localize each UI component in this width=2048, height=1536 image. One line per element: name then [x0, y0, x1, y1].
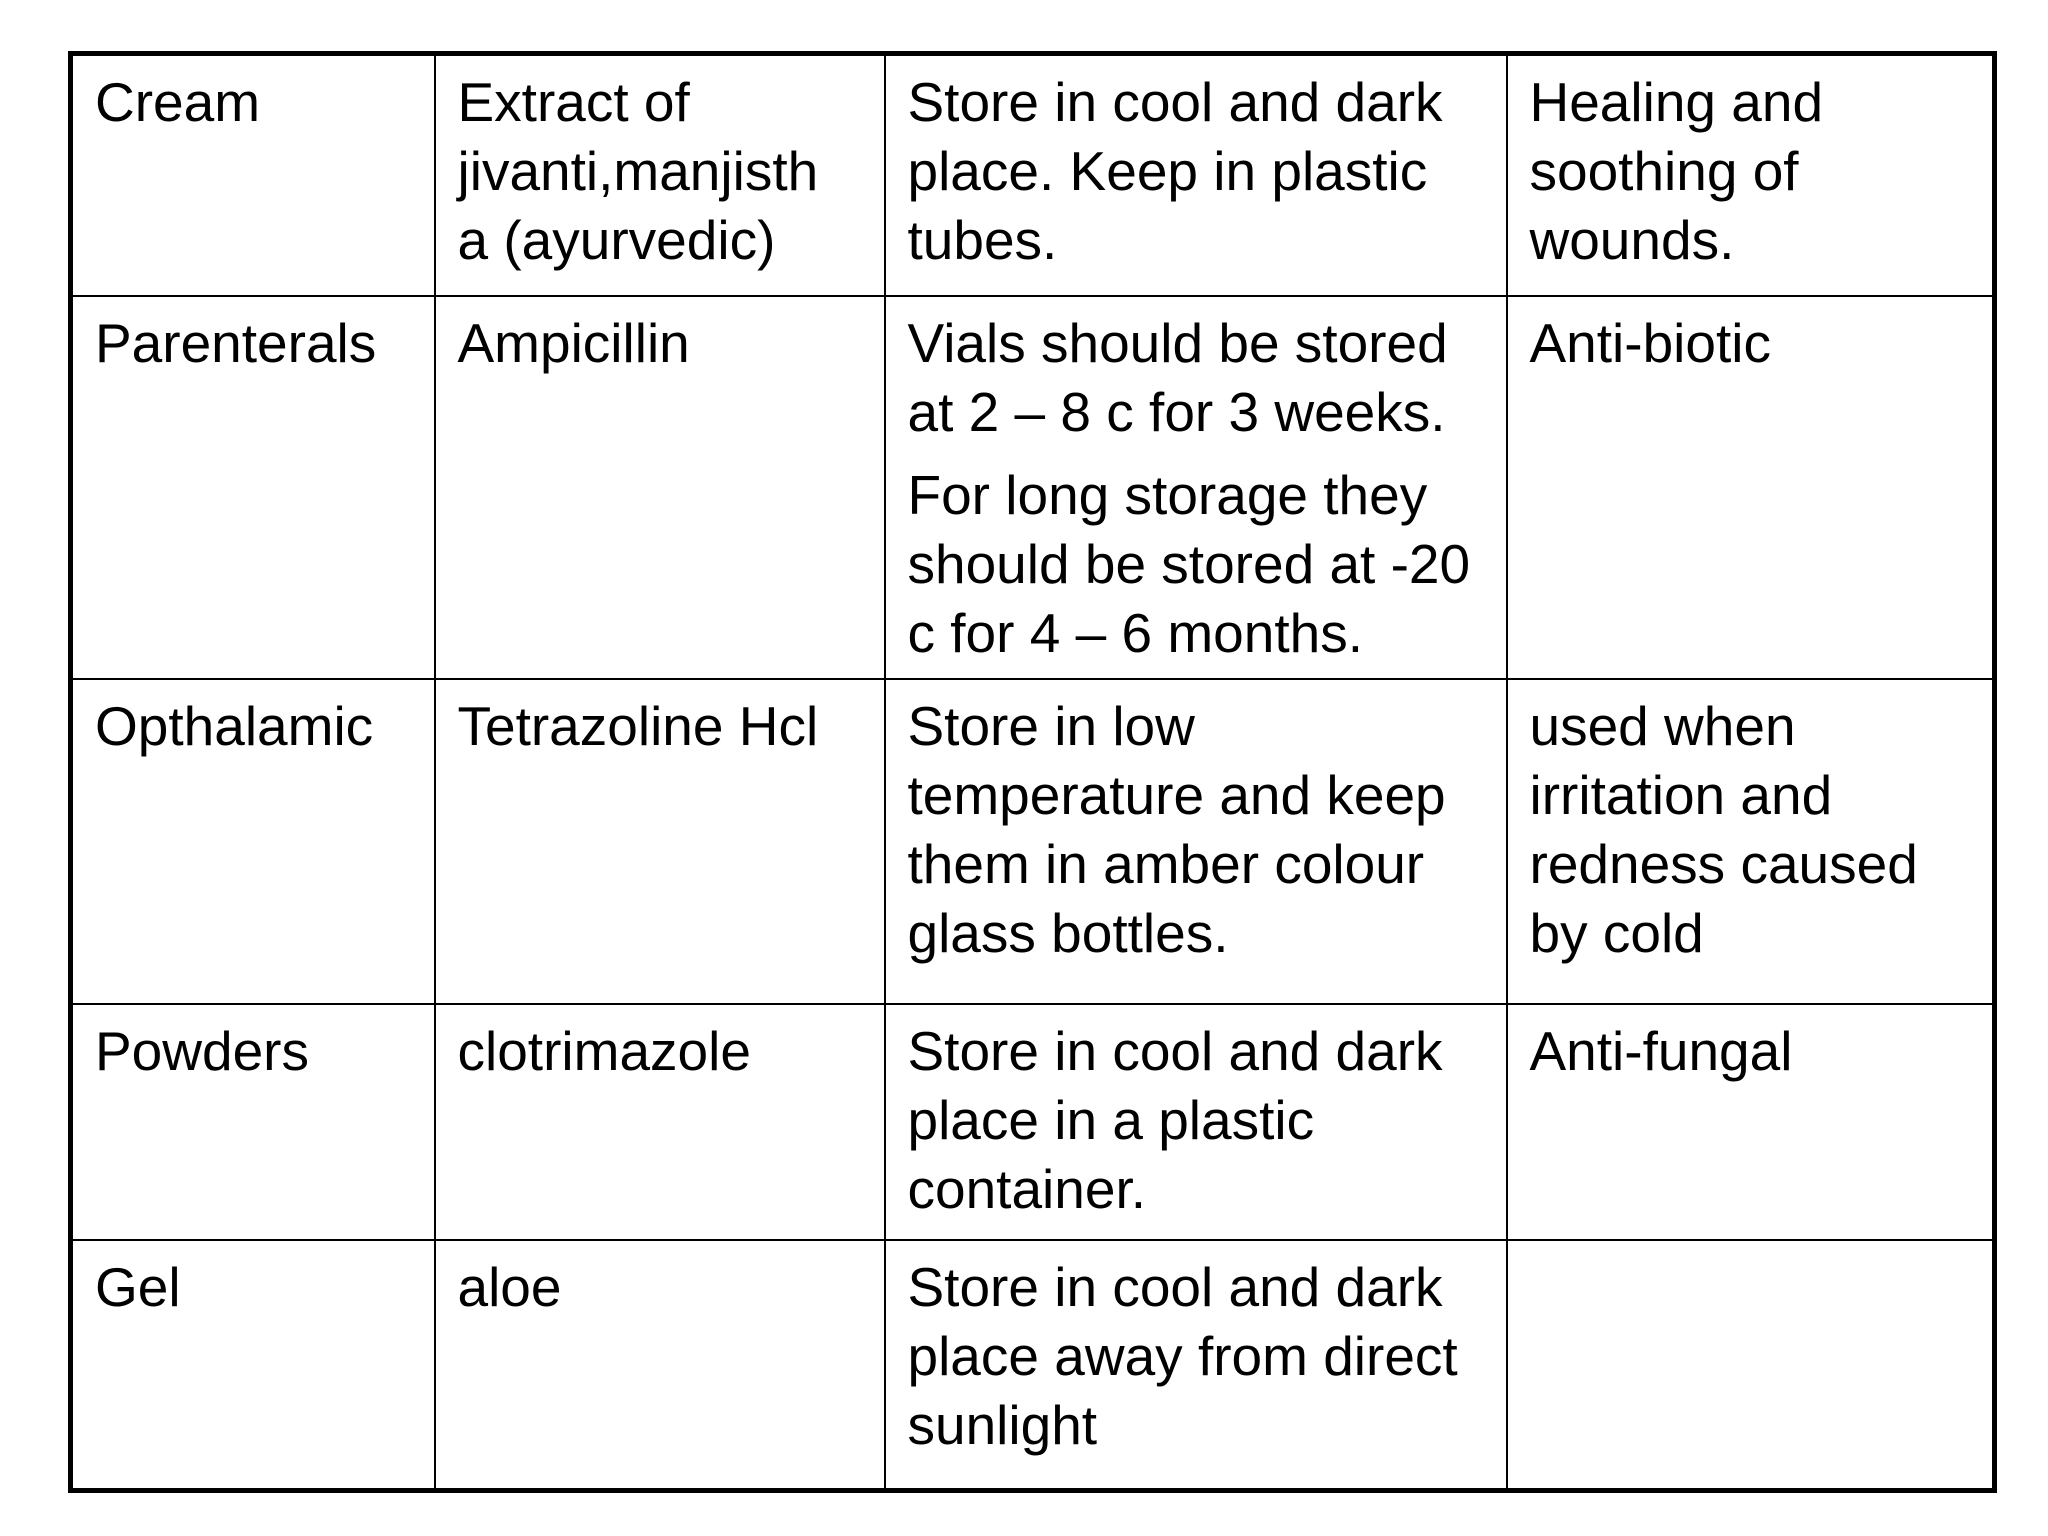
use-cell: Anti-fungal: [1507, 1004, 1995, 1240]
storage-text: Store in cool and dark place. Keep in plastic tubes.: [907, 71, 1443, 271]
use-cell: Anti-biotic: [1507, 296, 1995, 679]
storage-text: Store in cool and dark place away from direct sunlight: [907, 1255, 1458, 1456]
dosage-form-cell: Cream: [71, 54, 435, 296]
storage-text: Store in cool and dark place in a plastic container.: [907, 1019, 1443, 1220]
drug-cell: Ampicillin: [435, 296, 885, 679]
table-row: [71, 1004, 1995, 1240]
storage-cell: [885, 1004, 1507, 1240]
dosage-form-cell: Opthalamic: [71, 679, 435, 1004]
dosage-form-cell: Gel: [71, 1240, 435, 1491]
storage-text: Store in low temperature and keep them in amber colour glass bottles.: [907, 694, 1446, 964]
drug-cell: aloe: [435, 1240, 885, 1491]
drug-cell: Tetrazoline Hcl: [435, 679, 885, 1004]
drug-line: jivanti,manjisth: [457, 140, 819, 202]
table-row: [71, 1240, 1995, 1491]
dosage-form-cell: Powders: [71, 1004, 435, 1240]
table-row: [71, 296, 1995, 679]
dosage-form-cell: Parenterals: [71, 296, 435, 679]
use-cell: used when irritation and redness caused by cold: [1507, 679, 1995, 1004]
drug-cell: clotrimazole: [435, 1004, 885, 1240]
storage-text: Vials should be stored at 2 – 8 c for 3 weeks.: [907, 311, 1448, 443]
use-cell: [1507, 1240, 1995, 1491]
table-row: [71, 679, 1995, 1004]
storage-cell: [885, 54, 1507, 296]
storage-table: [68, 51, 1997, 1493]
table-row: [71, 54, 1995, 296]
storage-cell: [885, 679, 1507, 1004]
drug-line: Extract of: [457, 71, 690, 133]
storage-cell: [885, 1240, 1507, 1491]
storage-cell: [885, 296, 1507, 679]
drug-line: a (ayurvedic): [457, 209, 776, 271]
drug-cell: [435, 54, 885, 296]
storage-text: For long storage they should be stored at -20 c for 4 – 6 months.: [907, 463, 1471, 664]
use-cell: Healing and soothing of wounds.: [1507, 54, 1995, 296]
